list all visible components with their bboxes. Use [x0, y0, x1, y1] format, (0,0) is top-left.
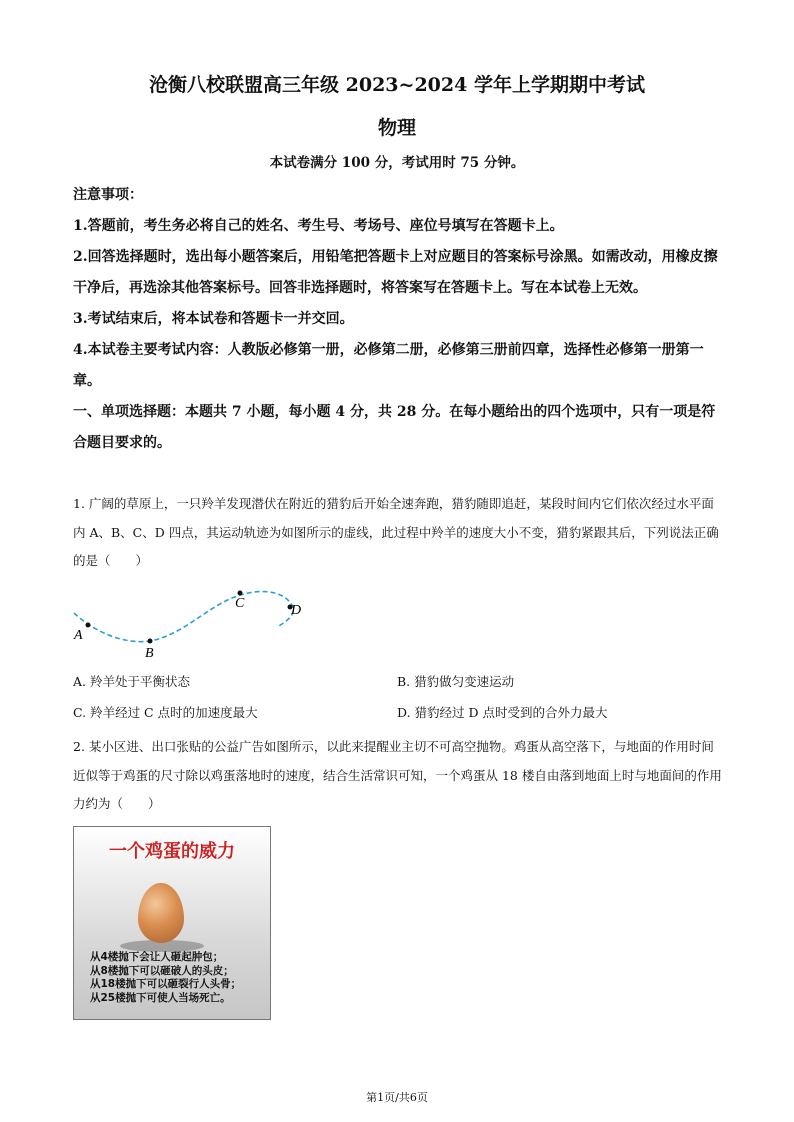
poster-line-1: 从4楼抛下会让人砸起肿包； — [90, 951, 224, 963]
poster-title: 一个鸡蛋的威力 — [109, 841, 235, 862]
label-a: A — [74, 628, 83, 643]
point-a — [86, 623, 91, 628]
poster-line-3: 从18楼抛下可以砸裂行人头骨； — [90, 978, 242, 990]
question-2-text: 2. 某小区进、出口张贴的公益广告如图所示，以此来提醒业主切不可高空抛物。鸡蛋从高空落下，与地面的作用时间近似等于鸡蛋的尺寸除以鸡蛋落地时的速度，结合生活常识可知，一个鸡蛋从 18 楼自由落到地面上时与地面间的作用力约为（ ） — [73, 739, 722, 811]
note-item-4: 4.本试卷主要考试内容：人教版必修第一册，必修第二册，必修第三册前四章，选择性必修第一册第一章。 — [73, 342, 704, 389]
notes-heading: 注意事项： — [73, 187, 143, 203]
exam-meta: 本试卷满分 100 分，考试用时 75 分钟。 — [269, 155, 525, 171]
note-item-1: 1.答题前，考生务必将自己的姓名、考生号、考场号、座位号填写在答题卡上。 — [73, 218, 564, 234]
egg-icon — [138, 883, 184, 943]
label-b: B — [145, 646, 154, 660]
poster-lines — [90, 951, 241, 1005]
label-d: D — [291, 603, 302, 618]
trajectory-curve — [74, 592, 293, 642]
note-item-3: 3.考试结束后，将本试卷和答题卡一并交回。 — [73, 311, 354, 327]
page-number: 第1页/共6页 — [366, 1091, 428, 1104]
notes-block — [73, 180, 723, 459]
q1-option-a: A. 羚羊处于平衡状态 — [73, 674, 190, 689]
section-heading: 一、单项选择题：本题共 7 小题，每小题 4 分，共 28 分。在每小题给出的四个选项中，只有一项是符合题目要求的。 — [73, 404, 716, 451]
point-c — [238, 591, 243, 596]
q1-option-b: B. 猎豹做匀变速运动 — [397, 674, 515, 689]
poster-line-2: 从8楼抛下可以砸破人的头皮； — [90, 964, 234, 977]
q1-option-c: C. 羚羊经过 C 点时的加速度最大 — [73, 705, 258, 720]
egg-poster — [73, 826, 271, 1020]
note-item-2: 2.回答选择题时，选出每小题答案后，用铅笔把答题卡上对应题目的答案标号涂黑。如需改动，用橡皮擦干净后，再选涂其他答案标号。回答非选择题时，将答案写在答题卡上。写在本试卷上无效。 — [73, 249, 718, 296]
point-b — [148, 639, 153, 644]
poster-line-4: 从25楼抛下可使人当场死亡。 — [90, 991, 231, 1004]
q1-option-d: D. 猎豹经过 D 点时受到的合外力最大 — [397, 705, 608, 720]
trajectory-figure — [72, 585, 312, 660]
exam-title: 沧衡八校联盟高三年级 2023~2024 学年上学期期中考试 — [149, 74, 645, 96]
question-1-text: 1. 广阔的草原上，一只羚羊发现潜伏在附近的猎豹后开始全速奔跑，猎豹随即追赶，某段时间内它们依次经过水平面内 A、B、C、D 四点，其运动轨迹为如图所示的虚线，此过程中羚羊的速度大小不变，猎豹紧跟其后，下列说法正确的是（ ） — [73, 496, 719, 568]
subject-title: 物理 — [377, 117, 416, 139]
label-c: C — [235, 596, 245, 611]
